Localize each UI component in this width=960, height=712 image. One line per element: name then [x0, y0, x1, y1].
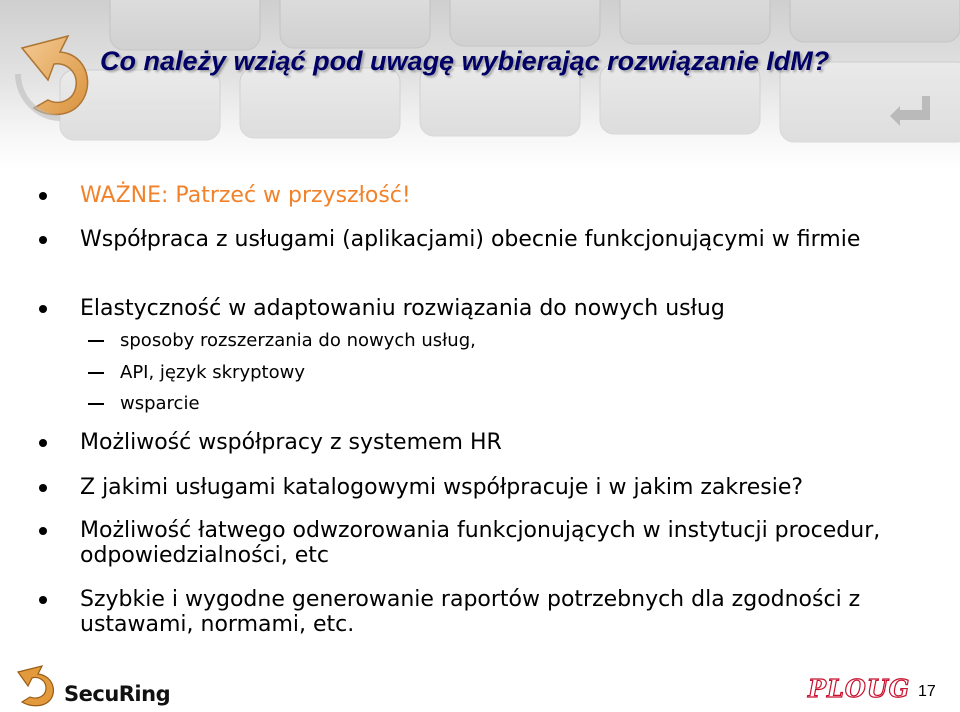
bullet-item — [80, 296, 940, 321]
bullet-text: WAŻNE: Patrzeć w przyszłość! — [80, 183, 411, 208]
bullet-text: Możliwość współpracy z systemem HR — [80, 430, 502, 455]
bullet-item — [80, 518, 940, 568]
sub-bullet-item — [120, 393, 920, 415]
sub-bullet-text: sposoby rozszerzania do nowych usług, — [120, 330, 476, 351]
dash-icon — [88, 403, 104, 405]
bullet-dot-icon — [39, 236, 47, 244]
bullet-item — [80, 587, 940, 637]
bullet-dot-icon — [39, 596, 47, 604]
bullet-text: Elastyczność w adaptowaniu rozwiązania do nowych usług — [80, 296, 725, 321]
bullet-item — [80, 475, 940, 500]
bullet-text: Szybkie i wygodne generowanie raportów potrzebnych dla zgodności z ustawami, normami, etc. — [80, 587, 861, 637]
bullet-item — [80, 183, 940, 208]
bullet-text: Współpraca z usługami (aplikacjami) obecnie funkcjonującymi w firmie — [80, 227, 861, 252]
dash-icon — [88, 340, 104, 342]
keyboard-keys-graphic — [0, 0, 960, 170]
dash-icon — [88, 372, 104, 374]
page-number: 17 — [918, 683, 936, 700]
securing-swirl-icon — [12, 662, 62, 708]
bullet-item — [80, 430, 940, 455]
sub-bullet-text: API, język skryptowy — [120, 362, 305, 383]
bullet-text: Z jakimi usługami katalogowymi współpracuje i w jakim zakresie? — [80, 475, 804, 500]
sub-bullet-item — [120, 330, 920, 352]
sub-bullet-item — [120, 362, 920, 384]
bullet-item — [80, 227, 940, 252]
bullet-dot-icon — [39, 192, 47, 200]
bullet-dot-icon — [39, 527, 47, 535]
ploug-logo: PLOUG — [808, 674, 911, 703]
bullet-text: Możliwość łatwego odwzorowania funkcjonujących w instytucji procedur, odpowiedzialności, etc — [80, 518, 881, 568]
securing-footer-logo — [12, 662, 202, 708]
securing-arrow-logo-icon — [8, 28, 104, 124]
bullet-dot-icon — [39, 439, 47, 447]
brand-name: SecuRing — [64, 682, 171, 706]
sub-bullet-text: wsparcie — [120, 393, 200, 414]
header-keyboard-background — [0, 0, 960, 170]
bullet-dot-icon — [39, 484, 47, 492]
bullet-dot-icon — [39, 305, 47, 313]
slide-title: Co należy wziąć pod uwagę wybierając rozwiązanie IdM? — [100, 46, 830, 76]
